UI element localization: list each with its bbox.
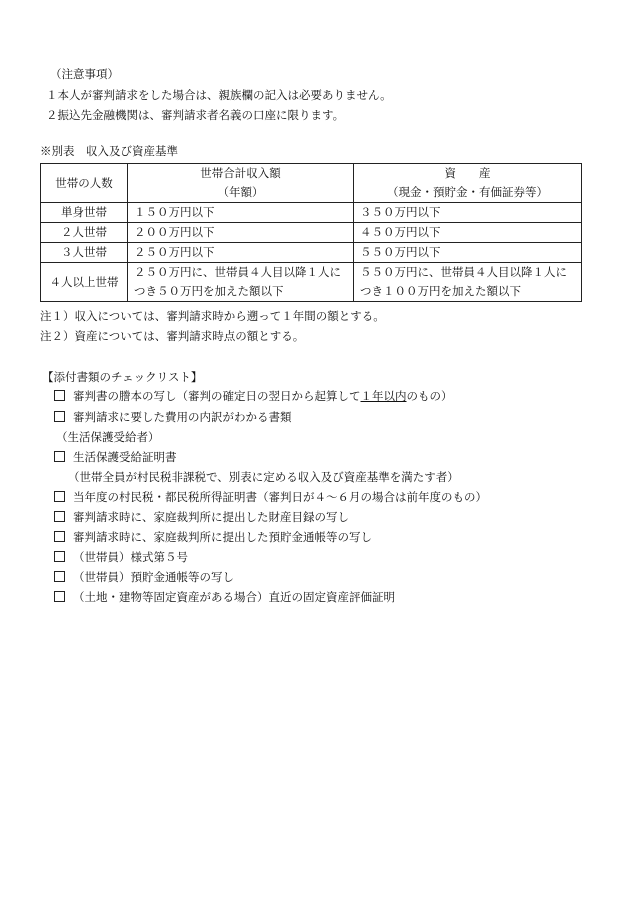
- checkbox[interactable]: [54, 531, 65, 542]
- checklist-item: （世帯員）様式第５号: [54, 549, 188, 565]
- checklist-item: 審判請求に要した費用の内訳がわかる書類: [54, 409, 292, 425]
- note-item-2: ２振込先金融機関は、審判請求者名義の口座に限ります。: [46, 108, 345, 122]
- row-household: ２人世帯: [41, 223, 128, 243]
- checklist-item: 生活保護受給証明書: [54, 449, 177, 465]
- notes-heading: （注意事項）: [50, 67, 119, 81]
- row-income-line: ２５０万円に、世帯員４人目以降１人に: [134, 265, 341, 279]
- checklist-subgroup: （世帯全員が村民税非課税で、別表に定める収入及び資産基準を満たす者）: [68, 470, 459, 484]
- header-assets-sub: （現金・預貯金・有価証券等）: [387, 185, 548, 199]
- table-row: [41, 203, 582, 223]
- row-assets: ４５０万円以下: [354, 223, 582, 243]
- row-assets: ３５０万円以下: [354, 203, 582, 223]
- table-row: [41, 243, 582, 263]
- row-income: [128, 263, 354, 302]
- checklist-subgroup: （生活保護受給者）: [56, 430, 160, 444]
- row-assets: [354, 263, 582, 302]
- checkbox[interactable]: [54, 591, 65, 602]
- income-assets-table: [40, 163, 582, 302]
- footnote-2: 注２）資産については、審判請求時点の額とする。: [40, 329, 305, 343]
- header-assets-title: 資 産: [444, 166, 491, 180]
- header-household: 世帯の人数: [41, 164, 128, 203]
- header-income-sub: （年額）: [217, 185, 264, 199]
- checkbox[interactable]: [54, 451, 65, 462]
- checkbox[interactable]: [54, 390, 65, 401]
- header-assets: [354, 164, 582, 203]
- header-income-title: 世帯合計収入額: [200, 166, 281, 180]
- table-caption: ※別表 収入及び資産基準: [40, 144, 178, 158]
- checklist-heading: 【添付書類のチェックリスト】: [42, 370, 203, 384]
- checkbox[interactable]: [54, 551, 65, 562]
- row-assets-line: つき１００万円を加えた額以下: [360, 284, 521, 298]
- checklist-item: （土地・建物等固定資産がある場合）直近の固定資産評価証明: [54, 589, 395, 605]
- checklist-item: 審判請求時に、家庭裁判所に提出した財産目録の写し: [54, 509, 349, 525]
- row-income: １５０万円以下: [128, 203, 354, 223]
- checkbox[interactable]: [54, 411, 65, 422]
- checkbox[interactable]: [54, 491, 65, 502]
- checklist-item: 当年度の村民税・都民税所得証明書（審判日が４～６月の場合は前年度のもの）: [54, 489, 487, 505]
- table-row: [41, 263, 582, 302]
- row-income: ２００万円以下: [128, 223, 354, 243]
- footnote-1: 注１）収入については、審判請求時から遡って１年間の額とする。: [40, 309, 385, 323]
- checkbox[interactable]: [54, 511, 65, 522]
- row-assets-line: ５５０万円に、世帯員４人目以降１人に: [360, 265, 567, 279]
- row-household: 単身世帯: [41, 203, 128, 223]
- checklist-item: （世帯員）預貯金通帳等の写し: [54, 569, 234, 585]
- note-item-1: １本人が審判請求をした場合は、親族欄の記入は必要ありません。: [46, 88, 392, 102]
- row-household: ４人以上世帯: [41, 263, 128, 302]
- checkbox[interactable]: [54, 571, 65, 582]
- row-household: ３人世帯: [41, 243, 128, 263]
- table-header-row: [41, 164, 582, 203]
- table-row: [41, 223, 582, 243]
- underlined-term: １年以内: [360, 389, 407, 403]
- row-assets: ５５０万円以下: [354, 243, 582, 263]
- header-income: [128, 164, 354, 203]
- checklist-item: 審判請求時に、家庭裁判所に提出した預貯金通帳等の写し: [54, 529, 372, 545]
- row-income-line: つき５０万円を加えた額以下: [134, 284, 284, 298]
- row-income: ２５０万円以下: [128, 243, 354, 263]
- checklist-item: 審判書の謄本の写し（審判の確定日の翌日から起算して１年以内のもの）: [54, 388, 453, 404]
